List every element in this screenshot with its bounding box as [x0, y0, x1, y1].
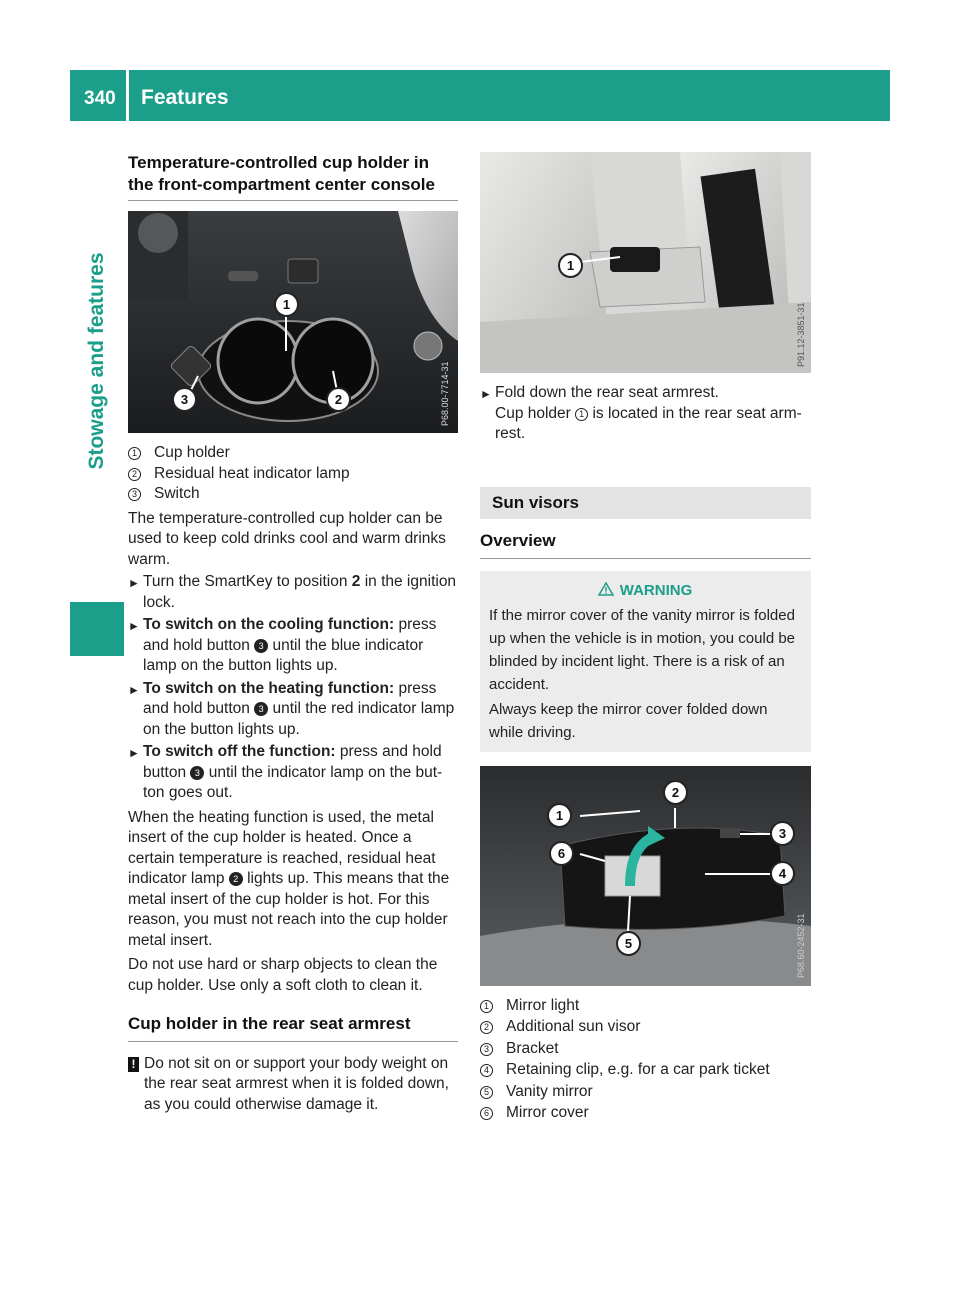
legend-item	[480, 1039, 811, 1060]
legend-cup-holder	[128, 443, 458, 505]
section-title-sun-visors: Sun visors	[480, 487, 811, 520]
legend-num: 1	[128, 447, 141, 460]
legend-item	[480, 1060, 811, 1081]
legend-item	[480, 996, 811, 1017]
callout-1: 1	[547, 803, 572, 828]
callout-6: 6	[549, 841, 574, 866]
cleaning-paragraph: Do not use hard or sharp objects to clean the cup holder. Use only a soft cloth to clean it.	[128, 956, 438, 994]
warning-triangle-icon	[598, 582, 614, 596]
callout-3: 3	[172, 387, 197, 412]
caution-text: Do not sit on or support your body weight on the rear seat armrest when it is folded down, as you could otherwise damage it.	[144, 1054, 449, 1113]
legend-text: Mirror cover	[506, 1104, 589, 1121]
rear-armrest-illustration	[480, 152, 811, 373]
callout-1: 1	[558, 253, 583, 278]
sun-visor-illustration	[480, 766, 811, 986]
figure-code: P68.60-2452-31	[796, 912, 806, 978]
step-text: press and hold button	[143, 679, 437, 717]
step-text: press and hold button	[143, 616, 437, 654]
legend-text: Residual heat indicator lamp	[154, 464, 350, 482]
step-off	[128, 742, 458, 804]
arrow-icon: ►	[128, 746, 140, 760]
warning-text: Always keep the mirror cover folded down while driving.	[489, 700, 768, 741]
intro-paragraph: The temperature-controlled cup holder can be used to keep cold drinks cool and warm drinks warm.	[128, 509, 446, 568]
legend-num: 3	[128, 488, 141, 501]
legend-num: 4	[480, 1064, 493, 1077]
step-ref: 3	[254, 702, 268, 716]
step-text: until the indicator lamp on the but-ton goes out.	[143, 763, 443, 801]
legend-text: Retaining clip, e.g. for a car park ticket	[506, 1061, 770, 1078]
para-text: When the heating function is used, the metal insert of the cup holder is heated. Once a certain temperature is reached, residual heat indicator lamp	[128, 808, 436, 887]
step-heading: To switch on the heating function:	[143, 679, 395, 697]
legend-item	[480, 1082, 811, 1103]
legend-item	[128, 443, 458, 464]
warning-text: If the mirror cover of the vanity mirror is folded up when the vehicle is in motion, you could be blinded by incident light. There is a risk of an accident.	[489, 606, 796, 693]
step-text: until the blue indicator lamp on the button lights up.	[143, 636, 424, 674]
step-fold-armrest	[480, 383, 811, 445]
legend-text: Cup holder	[154, 444, 230, 461]
figure-code: P91.12-3851-31	[796, 302, 806, 367]
legend-num: 1	[480, 1000, 493, 1013]
page-number: 340	[84, 88, 116, 109]
legend-num: 2	[480, 1021, 493, 1034]
para-ref: 2	[229, 872, 243, 886]
callout-5: 5	[616, 931, 641, 956]
step-heating	[128, 679, 458, 741]
cup-holder-photo	[128, 211, 458, 433]
callout-3: 3	[770, 821, 795, 846]
legend-text: Bracket	[506, 1039, 559, 1057]
step-text: press and hold button	[143, 743, 442, 781]
caution-note	[128, 1054, 458, 1116]
legend-text: Additional sun visor	[506, 1018, 641, 1035]
section-title-cup-holder: Temperature-controlled cup holder in the front-compartment center console	[128, 152, 458, 201]
step-ignition	[128, 572, 458, 613]
caution-icon: !	[128, 1057, 139, 1072]
arrow-icon: ►	[128, 682, 140, 697]
step-text: until the red indicator lamp on the button lights up.	[143, 700, 455, 738]
figure-code: P68.00-7714-31	[440, 361, 450, 426]
legend-text: Vanity mirror	[506, 1082, 593, 1100]
legend-sun-visor	[480, 996, 811, 1124]
step-text: Fold down the rear seat armrest.	[495, 384, 719, 401]
arrow-icon: ►	[128, 619, 140, 633]
legend-num: 5	[480, 1086, 493, 1099]
warning-heading	[489, 579, 801, 602]
section-title-rear-armrest: Cup holder in the rear seat armrest	[128, 1014, 458, 1042]
step-cooling	[128, 615, 458, 677]
callout-4: 4	[770, 861, 795, 886]
page-title: Features	[141, 86, 229, 109]
header-divider	[126, 70, 129, 121]
legend-text: Switch	[154, 485, 200, 502]
right-column	[480, 152, 811, 1124]
warning-box	[480, 571, 811, 752]
chapter-marker	[70, 602, 124, 656]
arrow-icon: ►	[128, 576, 140, 590]
callout-1: 1	[274, 292, 299, 317]
step-ref: 3	[254, 639, 268, 653]
legend-item	[128, 484, 458, 505]
step-text: Turn the SmartKey to position	[143, 573, 352, 590]
legend-item	[480, 1017, 811, 1038]
step-heading: To switch off the function:	[143, 743, 336, 760]
legend-num: 3	[480, 1043, 493, 1056]
legend-item	[128, 464, 458, 485]
chapter-side-label	[70, 121, 124, 601]
subsection-title-overview: Overview	[480, 531, 811, 559]
chapter-label-text: Stowage and features	[85, 252, 108, 470]
step-text: is located in the rear seat arm-rest.	[495, 404, 802, 442]
rear-armrest-photo	[480, 152, 811, 373]
step-ref: 3	[190, 766, 204, 780]
legend-item	[480, 1103, 811, 1124]
legend-num: 2	[128, 468, 141, 481]
step-ref: 1	[575, 408, 588, 421]
legend-text: Mirror light	[506, 996, 580, 1014]
callout-2: 2	[326, 387, 351, 412]
para-text: lights up. This means that the metal insert of the cup holder is hot. For this reason, you must not reach into the cup holder metal insert.	[128, 870, 450, 949]
callout-2: 2	[663, 780, 688, 805]
step-text: Cup holder	[495, 404, 576, 422]
heating-paragraph	[128, 808, 458, 952]
legend-num: 6	[480, 1107, 493, 1120]
step-heading: To switch on the cooling function:	[143, 616, 395, 633]
step-text: in the ignition lock.	[143, 573, 457, 611]
sun-visor-photo	[480, 766, 811, 986]
step-position: 2	[351, 573, 361, 590]
warning-title: WARNING	[619, 581, 693, 599]
left-column	[128, 152, 458, 1115]
arrow-icon: ►	[480, 387, 492, 401]
